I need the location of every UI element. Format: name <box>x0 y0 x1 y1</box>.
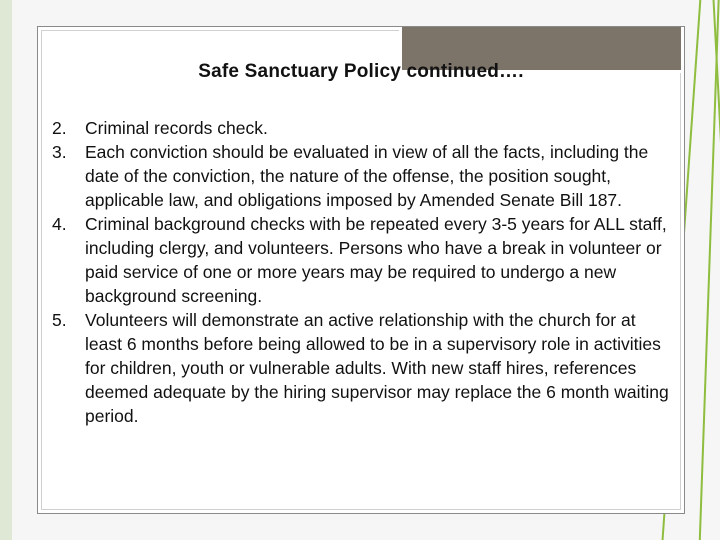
list-item-number: 5. <box>52 310 67 330</box>
list-item-number: 2. <box>52 118 67 138</box>
slide-title: Safe Sanctuary Policy continued…. <box>198 61 524 82</box>
list-item <box>52 140 672 212</box>
list-item-number: 4. <box>52 214 67 234</box>
list-item-number: 3. <box>52 142 67 162</box>
policy-list <box>52 116 672 428</box>
list-item-text: Volunteers will demonstrate an active relationship with the church for at least 6 months before being allowed to be in a supervisory role in activities for children, youth or vulnerable adults. With new staff hires, references deemed adequate by the hiring supervisor may replace the 6 month waiting period. <box>85 310 669 426</box>
list-item-text: Each conviction should be evaluated in view of all the facts, including the date of the conviction, the nature of the offense, the position sought, applicable law, and obligations imposed by Amended Senate Bill 187. <box>85 142 649 210</box>
list-item-text: Criminal records check. <box>85 118 268 138</box>
list-item <box>52 308 672 428</box>
left-edge-band <box>0 0 12 540</box>
list-item <box>52 116 672 140</box>
list-item-text: Criminal background checks with be repeated every 3-5 years for ALL staff, including clergy, and volunteers. Persons who have a break in volunteer or paid service of one or more years may be required to undergo a new background screening. <box>85 214 667 306</box>
list-item <box>52 212 672 308</box>
